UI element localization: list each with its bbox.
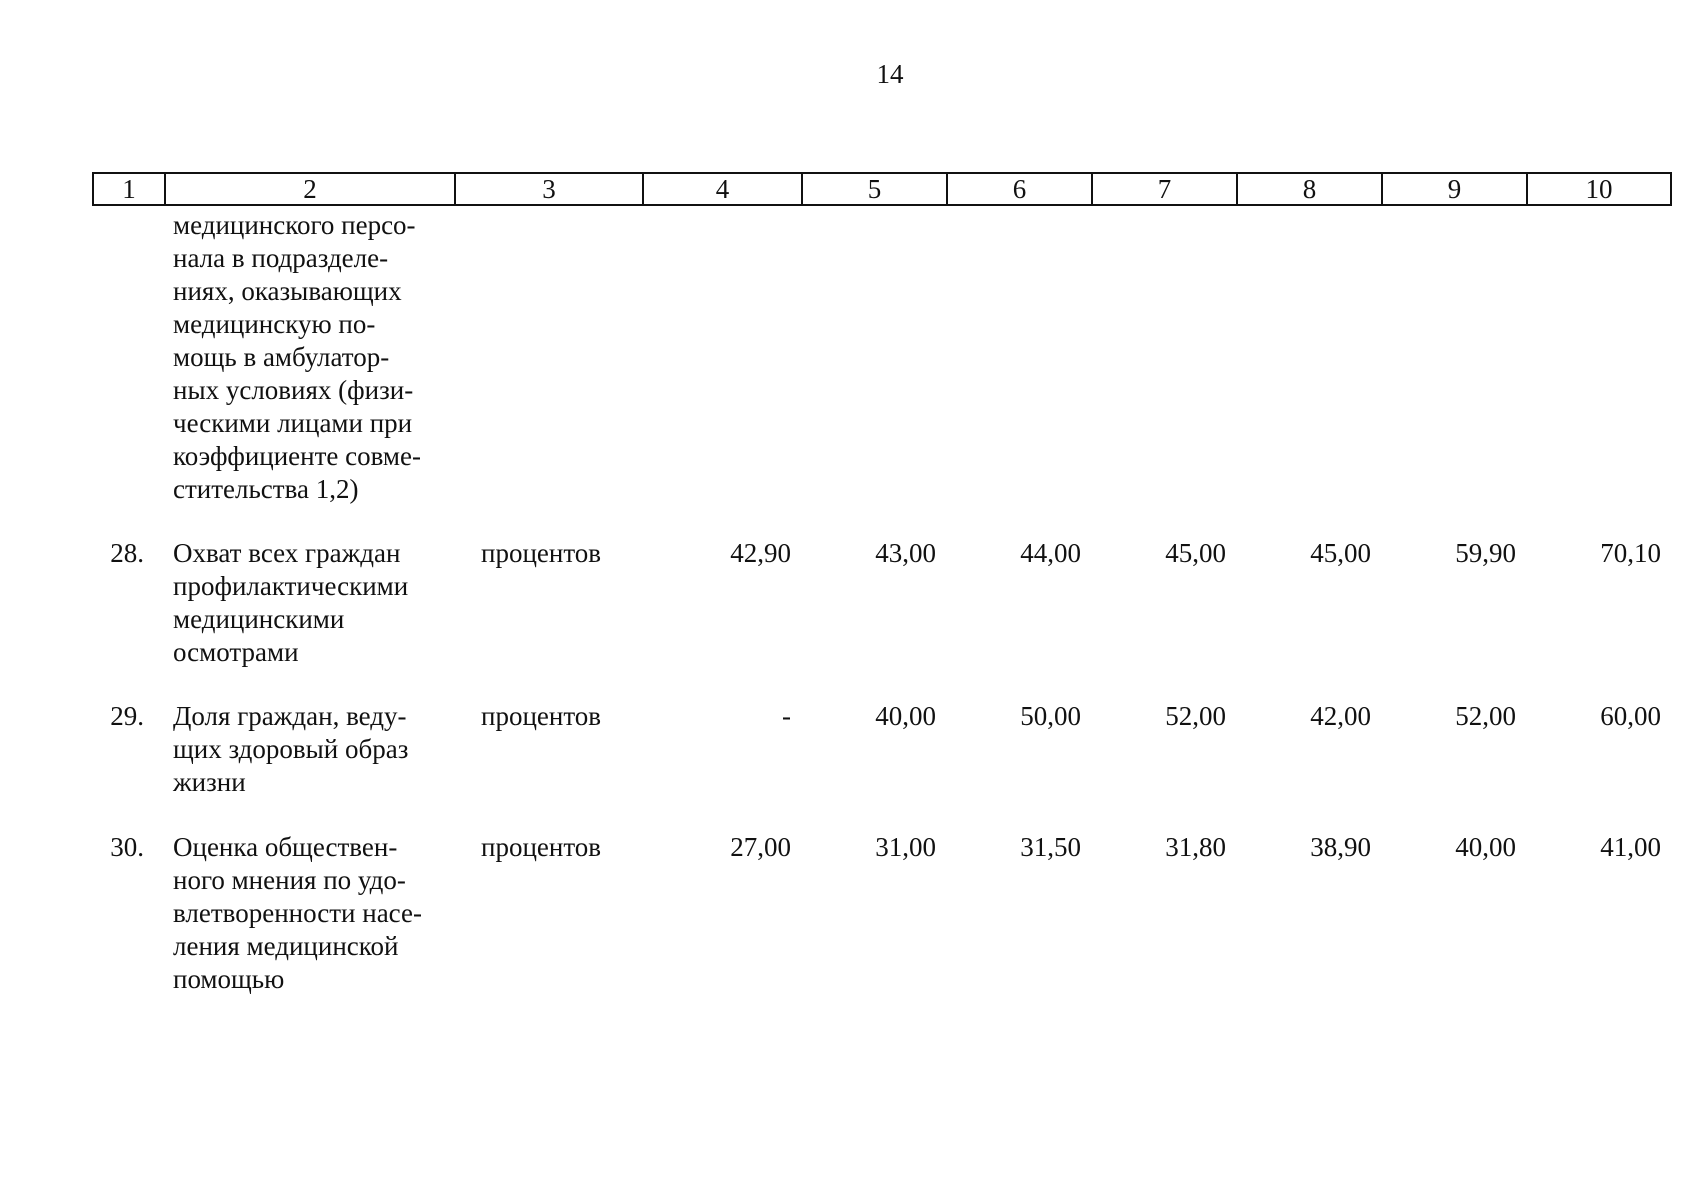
row-value-col6: 31,50 [1020, 832, 1081, 862]
row-name: Охват всех граждан профилактическими медицинскими осмотрами [173, 538, 409, 667]
row-value-col6: 50,00 [1020, 701, 1081, 731]
row-number: 28. [110, 538, 144, 568]
row-unit: процентов [481, 538, 602, 568]
row-value-col6: 44,00 [1020, 538, 1081, 568]
row-value-col4: 27,00 [730, 832, 791, 862]
row-name: Оценка обществен- ного мнения по удо- влетворенности насе- ления медицинской помощью [173, 832, 422, 994]
row-number: 30. [110, 832, 144, 862]
row-value-col9: 59,90 [1455, 538, 1516, 568]
row-name: Доля граждан, веду- щих здоровый образ жизни [173, 701, 409, 797]
row-unit: процентов [481, 832, 602, 862]
row-value-col8: 45,00 [1310, 538, 1371, 568]
row-value-col7: 52,00 [1165, 701, 1226, 731]
column-header-5: 5 [801, 172, 946, 206]
column-header-8: 8 [1236, 172, 1381, 206]
row-value-col8: 38,90 [1310, 832, 1371, 862]
column-header-2: 2 [164, 172, 454, 206]
row-value-col4: - [782, 701, 791, 731]
row-value-col9: 52,00 [1455, 701, 1516, 731]
column-header-9: 9 [1381, 172, 1526, 206]
column-header-4: 4 [642, 172, 801, 206]
page-number: 14 [876, 59, 904, 89]
row-value-col7: 31,80 [1165, 832, 1226, 862]
column-header-6: 6 [946, 172, 1091, 206]
row-value-col5: 43,00 [875, 538, 936, 568]
column-header-3: 3 [454, 172, 642, 206]
row-value-col8: 42,00 [1310, 701, 1371, 731]
row-value-col10: 41,00 [1600, 832, 1661, 862]
row-value-col10: 70,10 [1600, 538, 1661, 568]
column-header-10: 10 [1526, 172, 1672, 206]
column-header-1: 1 [92, 172, 164, 206]
row-number: 29. [110, 701, 144, 731]
row-value-col5: 31,00 [875, 832, 936, 862]
continued-row-name: медицинского персо- нала в подразделе- ниях, оказывающих медицинскую по- мощь в амбулатор- ных условиях (физи- ческими лицами при коэффициенте совме- стительства 1,2) [173, 210, 421, 504]
row-value-col9: 40,00 [1455, 832, 1516, 862]
row-value-col5: 40,00 [875, 701, 936, 731]
row-value-col7: 45,00 [1165, 538, 1226, 568]
row-value-col4: 42,90 [730, 538, 791, 568]
column-header-7: 7 [1091, 172, 1236, 206]
row-value-col10: 60,00 [1600, 701, 1661, 731]
row-unit: процентов [481, 701, 602, 731]
